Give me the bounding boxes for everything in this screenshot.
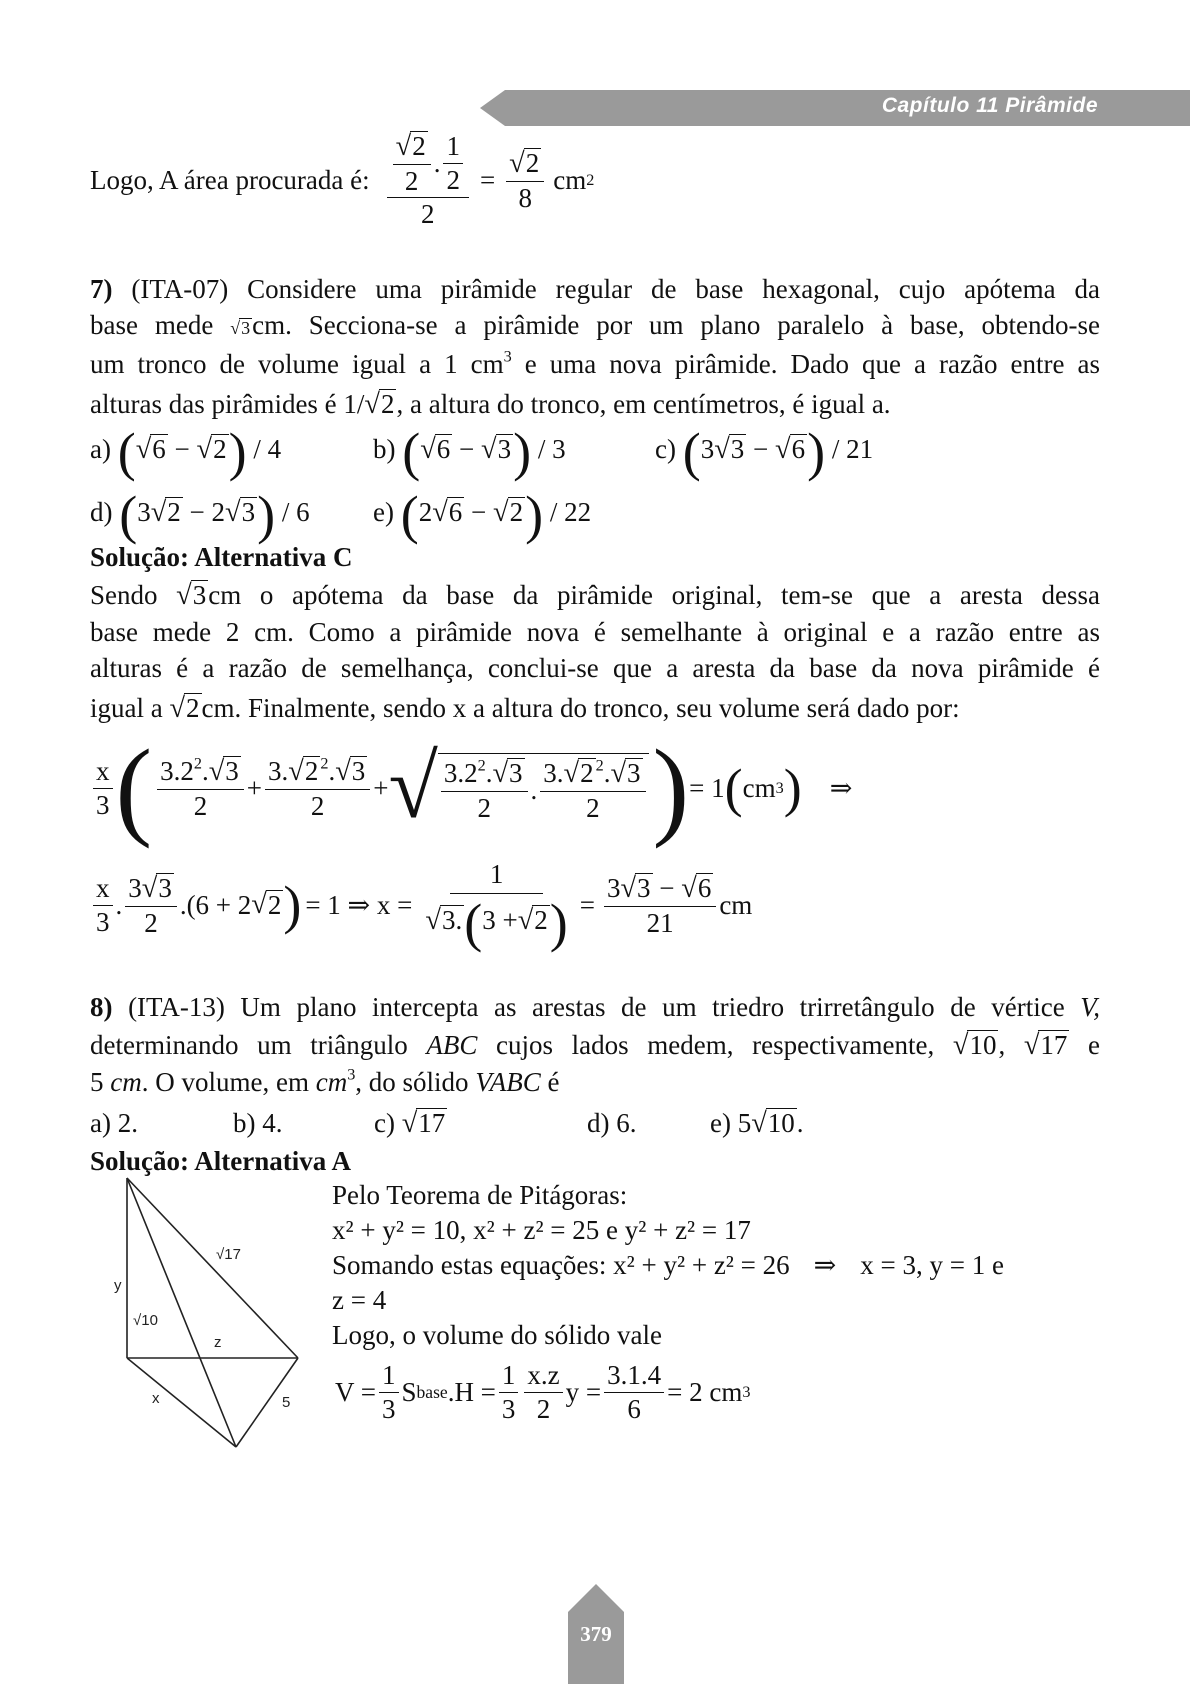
intro-result-fraction: $\frac{√2}{8}$ [506,148,544,212]
q7-solution-title: Solução: Alternativa C [90,542,353,572]
q7-line-3: um tronco de volume igual a 1 $cm^3$ e uma nova pirâmide. Dado que a razão entre as [90,347,1101,379]
figure-label-x: x [152,1390,160,1407]
q8-option-d: d) 6. [587,1108,637,1138]
edge-x [127,1358,236,1447]
q7-solution-line-3: alturas é a razão de semelhança, conclui-se que a aresta da base da nova pirâmide é [90,653,1100,683]
q8-line-1: 8) (ITA-13) Um plano intercepta as arestas de um triedro trirretângulo de vértice V, [90,992,1101,1022]
q8-sol-line-3: Somando estas equações: x² + y² + z² = 26 ⇒ x = 3, y = 1 e [332,1250,1004,1280]
q7-option-c: c) (3√3 − √6) / 21 [655,422,874,482]
intro-area-line: Logo, A área procurada é: $\frac{√2}{2}$ . $\frac{1}{2}$ 2 = $\frac{√2}{8}$ cm 2 [90,131,595,230]
q7-option-d: d) (3√2 − 2√3) / 6 [90,485,310,545]
q7-solution-line-1: Sendo √3cm o apótema da base da pirâmide original, tem-se que a aresta dessa [90,580,1100,611]
figure-label-sqrt17: √17 [216,1246,241,1263]
figure-label-5: 5 [282,1394,291,1411]
q7-line-2: base mede √3cm. Secciona-se a pirâmide por um plano paralelo à base, obtendo-se [90,310,1101,340]
q7-line-4: alturas das pirâmides é 1/√2, a altura do tronco, em centímetros, é igual a. [90,389,891,420]
q8-text [90,990,1100,1099]
q8-option-c: c) √17 [374,1108,446,1139]
q8-sol-line-4: z = 4 [332,1285,387,1315]
q8-line-2: determinando um triângulo ABC cujos lados medem, respectivamente, √10, √17 e [90,1030,1101,1061]
q7-solution-line-4: igual a √2cm. Finalmente, sendo x a altura do tronco, seu volume será dado por: [90,693,960,724]
q7-text [90,272,1100,422]
intro-main-fraction: $\frac{√2}{2}$ . $\frac{1}{2}$ 2 [387,131,469,228]
q8-option-a: a) 2. [90,1108,138,1138]
figure-label-sqrt10: √10 [133,1312,158,1329]
figure-label-y: y [114,1277,122,1294]
q8-line-3: 5 cm. O volume, em $cm^3$, do sólido VABC é [90,1065,560,1097]
q7-solution-line-2: base mede 2 cm. Como a pirâmide nova é semelhante à original e a razão entre as [90,617,1100,647]
q8-sol-line-5: Logo, o volume do sólido vale [332,1320,662,1350]
q8-tetrahedron-figure [110,1170,330,1450]
q8-sol-line-2: x² + y² = 10, x² + z² = 25 e y² + z² = 17 [332,1215,751,1245]
page-number: 379 [580,1622,612,1646]
q8-option-b: b) 4. [233,1108,283,1138]
figure-label-z: z [214,1334,222,1351]
q7-option-b: b) (√6 − √3) / 3 [373,422,566,482]
q7-final-equation: $\frac{x}{3}$ . $\frac{3√3}{2}$ .(6 + 2 √ 2 ) = 1 ⇒ x = $\frac{1}{√3.(3 +√2)}$ = $\frac{3√3 - √6}{21}$ cm [90,855,752,955]
page-number-tab [568,1584,624,1684]
q8-volume-formula: V = $\frac{1}{3}$ S base .H = $\frac{1}{3}$ $\frac{x.z}{2}$ y = $\frac{3.1.4}{6}$ = 2 cm 3 [335,1360,751,1424]
edge-sqrt17 [127,1178,298,1358]
q8-sol-line-1: Pelo Teorema de Pitágoras: [332,1180,628,1210]
chapter-title: Capítulo 11 Pirâmide [881,94,1098,117]
q7-volume-equation: $\frac{x}{3}$ ( $\frac{3.2^2.√3}{2}$ + $\frac{3.√2 ^2.√3}{2}$ + √ $\frac{3.2^2.√3}{2}$ . $\frac{3.√2 ^2.√3}{2}$ ) = 1 ( cm 3 ) ⇒ [90,728,852,848]
q8-option-e: e) 5√10. [710,1108,804,1139]
q7-option-a: a) (√6 − √2) / 4 [90,422,282,482]
q7-line-1: 7) (ITA-07) Considere uma pirâmide regular de base hexagonal, cujo apótema da [90,274,1100,304]
q8-solution-text [332,1178,1102,1353]
intro-lead: Logo, A área procurada é: [90,164,370,195]
q7-solution [90,540,1100,726]
q8-solution-title: Solução: Alternativa A [90,1146,351,1176]
q7-option-e: e) (2√6 − √2) / 22 [373,485,592,545]
